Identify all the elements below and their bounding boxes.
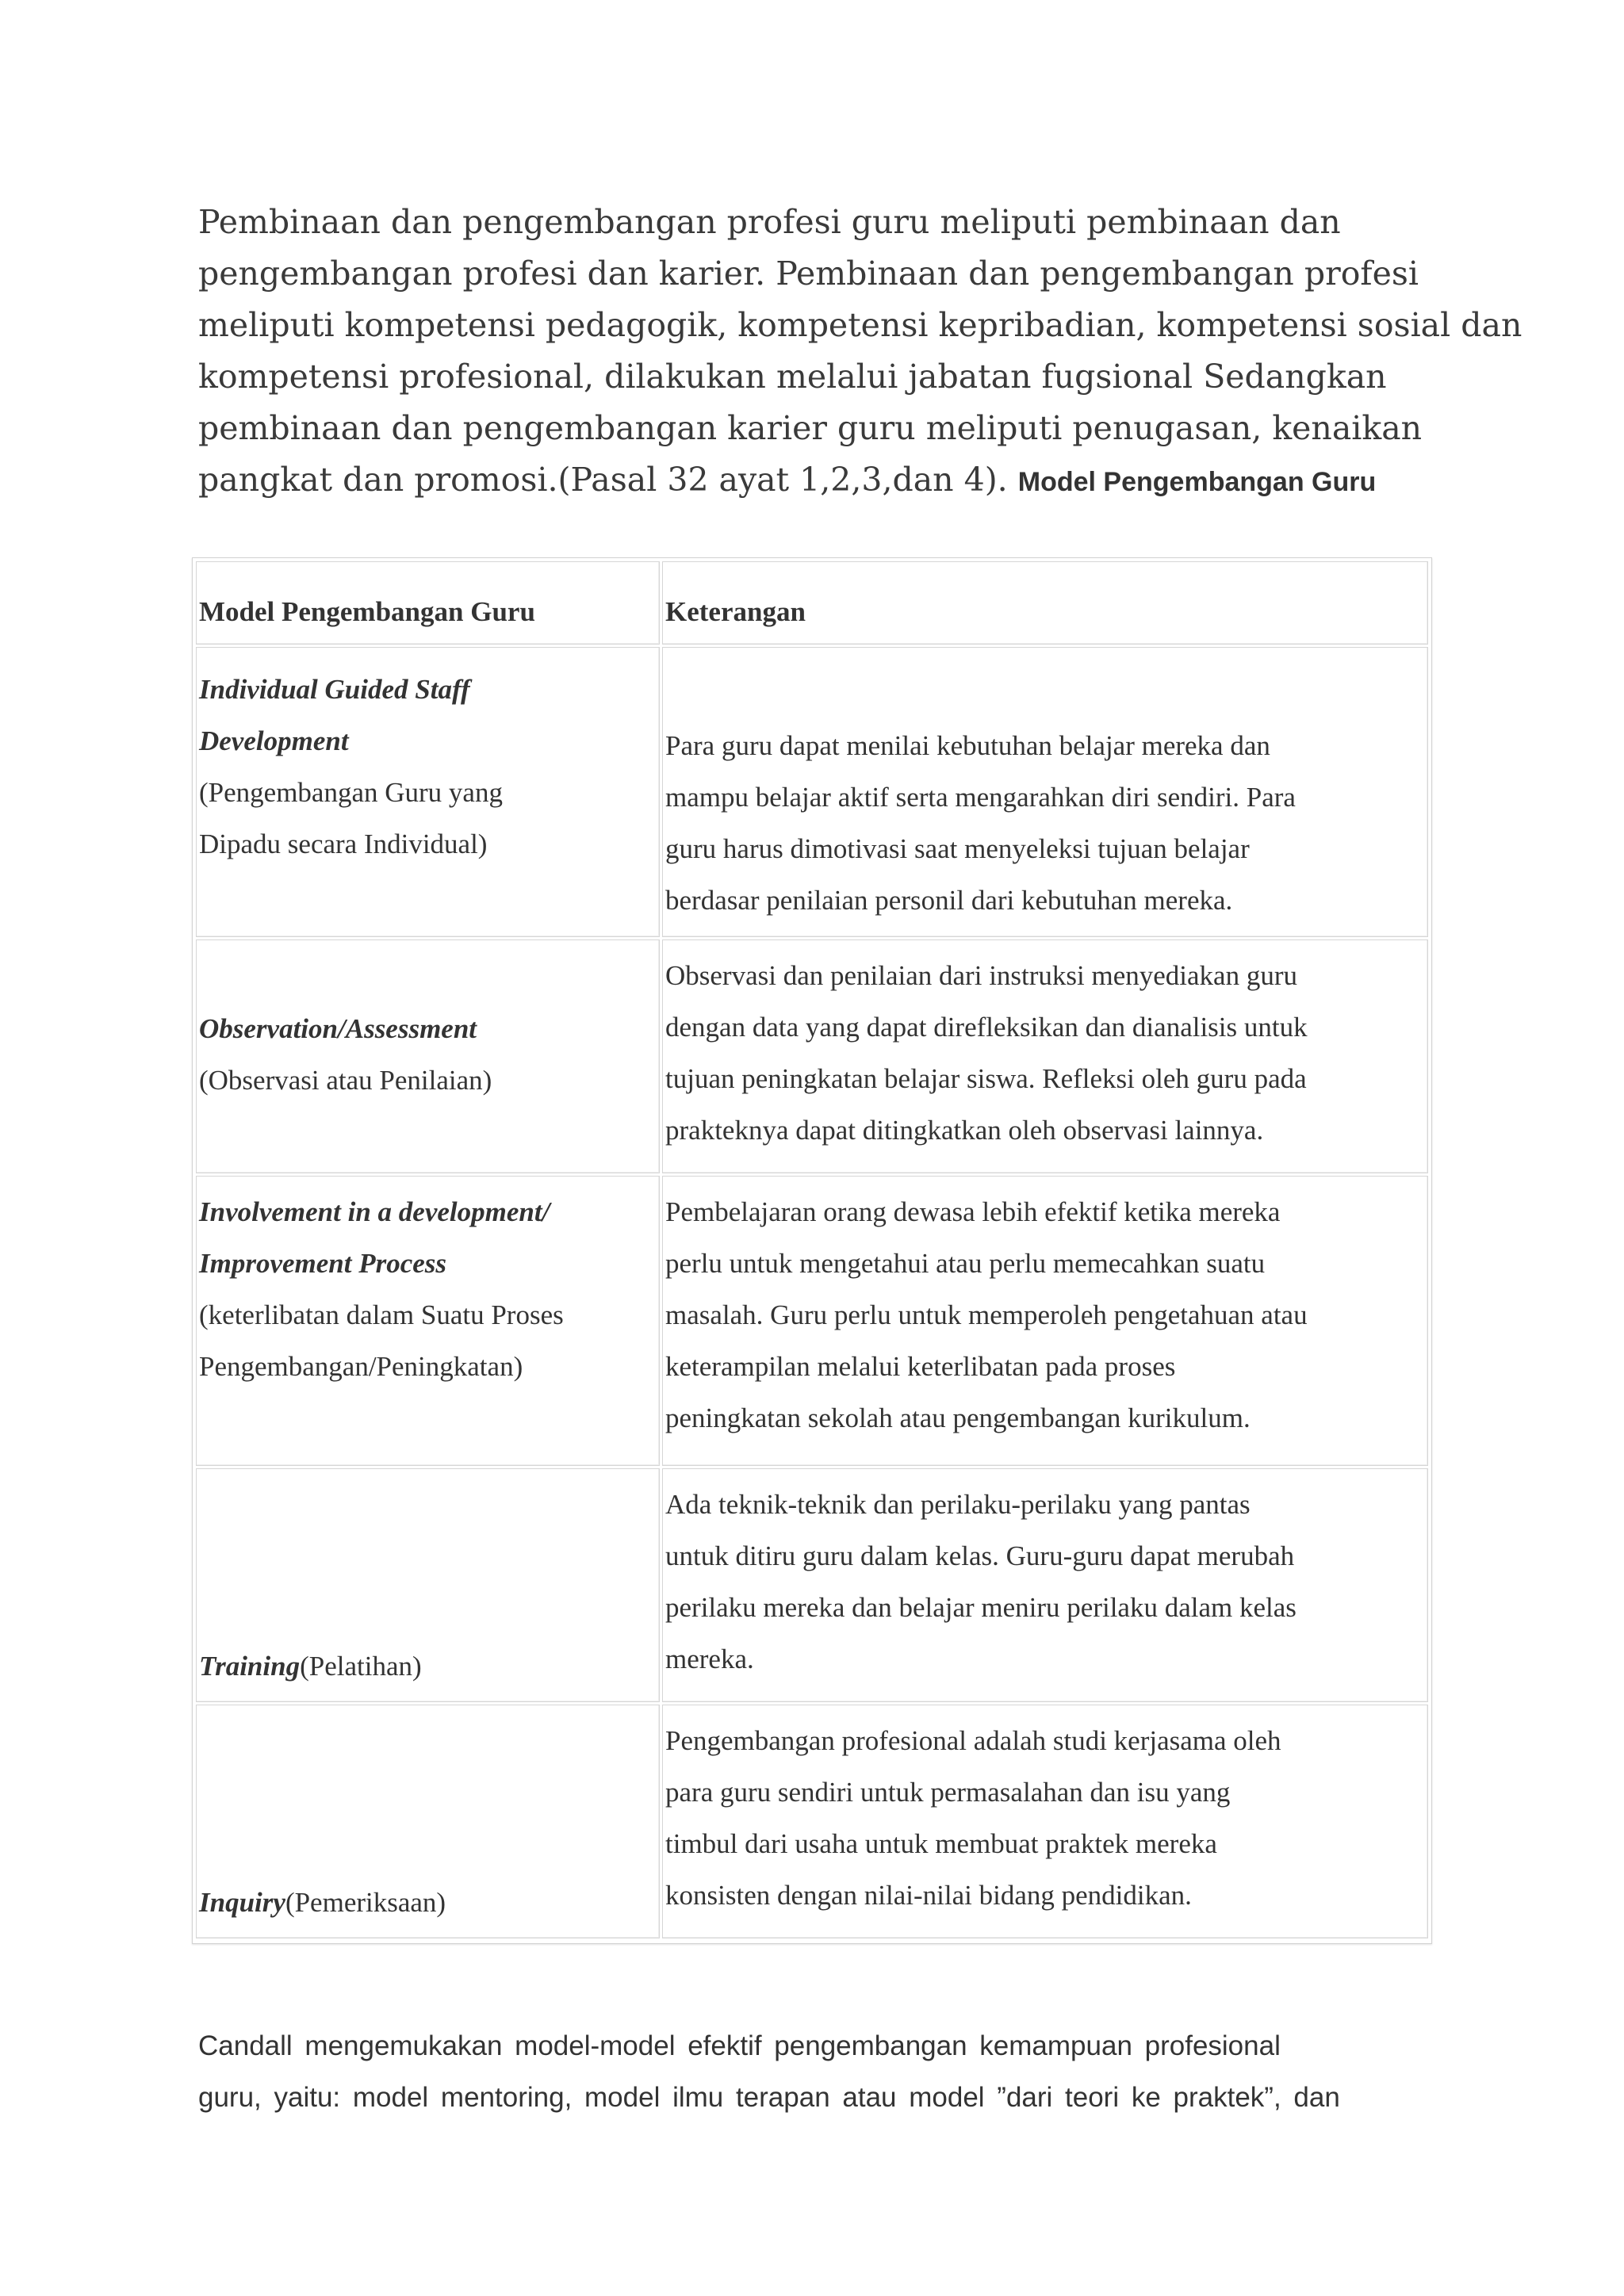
keterangan-line: guru harus dimotivasi saat menyeleksi tujuan belajar: [665, 833, 1250, 864]
keterangan-line: para guru sendiri untuk permasalahan dan isu yang: [665, 1777, 1231, 1808]
keterangan-line: Ada teknik-teknik dan perilaku-perilaku yang pantas: [665, 1489, 1251, 1520]
model-name: [199, 1877, 657, 1928]
model-name-en: Improvement Process: [199, 1248, 447, 1279]
section-heading: Model Pengembangan Guru: [1017, 467, 1377, 497]
table-row-keterangan: [662, 939, 1428, 1173]
header-cell-model: [196, 561, 660, 645]
model-name-id: (keterlibatan dalam Suatu Proses: [199, 1299, 564, 1330]
closing-line: Candall mengemukakan model-model efektif pengembangan kemampuan profesional: [198, 2030, 1281, 2061]
keterangan-line: Observasi dan penilaian dari instruksi menyediakan guru: [665, 960, 1298, 991]
model-name-id: Pengembangan/Peningkatan): [199, 1351, 523, 1382]
table-row-keterangan: [662, 647, 1428, 937]
keterangan-line: perilaku mereka dan belajar meniru perilaku dalam kelas: [665, 1592, 1297, 1623]
table-row-keterangan: [662, 1468, 1428, 1702]
table-row-model: [196, 647, 660, 937]
table-row-model: [196, 1468, 660, 1702]
model-name: [199, 1640, 657, 1692]
model-name-en: Inquiry: [199, 1887, 285, 1918]
keterangan-line: keterampilan melalui keterlibatan pada proses: [665, 1351, 1176, 1382]
keterangan-line: dengan data yang dapat direfleksikan dan dianalisis untuk: [665, 1012, 1308, 1043]
keterangan-line: Pembelajaran orang dewasa lebih efektif ketika mereka: [665, 1196, 1281, 1227]
keterangan-line: prakteknya dapat ditingkatkan oleh observasi lainnya.: [665, 1115, 1264, 1146]
header-cell-keterangan: [662, 561, 1428, 645]
table-row-model: [196, 939, 660, 1173]
column-header-keterangan: Keterangan: [665, 596, 806, 627]
model-name-id: Dipadu secara Individual): [199, 828, 488, 859]
model-table: [192, 557, 1432, 1944]
model-name-id: (Observasi atau Penilaian): [199, 1065, 492, 1096]
keterangan-line: berdasar penilaian personil dari kebutuhan mereka.: [665, 885, 1233, 916]
intro-line: pangkat dan promosi.(Pasal 32 ayat 1,2,3,dan 4).: [198, 461, 1008, 499]
closing-paragraph: [198, 2020, 1435, 2123]
intro-line: Pembinaan dan pengembangan profesi guru meliputi pembinaan dan: [198, 203, 1341, 241]
table-row-keterangan: [662, 1176, 1428, 1466]
model-name-en: Training: [199, 1651, 301, 1682]
model-name-id: (Pelatihan): [300, 1651, 422, 1682]
keterangan-line: masalah. Guru perlu untuk memperoleh pengetahuan atau: [665, 1299, 1308, 1330]
keterangan-line: tujuan peningkatan belajar siswa. Refleksi oleh guru pada: [665, 1063, 1307, 1094]
keterangan-line: Pengembangan profesional adalah studi kerjasama oleh: [665, 1725, 1281, 1756]
table-row-model: [196, 1176, 660, 1466]
table-row-keterangan: [662, 1705, 1428, 1938]
closing-line: guru, yaitu: model mentoring, model ilmu terapan atau model ”dari teori ke praktek”, dan: [198, 2082, 1340, 2113]
intro-paragraph: [198, 197, 1522, 508]
intro-line: pembinaan dan pengembangan karier guru meliputi penugasan, kenaikan: [198, 409, 1423, 447]
keterangan-line: Para guru dapat menilai kebutuhan belajar mereka dan: [665, 730, 1270, 761]
intro-line: meliputi kompetensi pedagogik, kompetensi kepribadian, kompetensi sosial dan: [198, 306, 1522, 344]
model-name-en: Development: [199, 725, 349, 756]
model-name-en: Involvement in a development/: [199, 1196, 550, 1227]
model-name-id: (Pengembangan Guru yang: [199, 777, 503, 808]
intro-line: kompetensi profesional, dilakukan melalui jabatan fugsional Sedangkan: [198, 358, 1387, 396]
keterangan-line: timbul dari usaha untuk membuat praktek mereka: [665, 1828, 1217, 1859]
intro-line: pengembangan profesi dan karier. Pembinaan dan pengembangan profesi: [198, 254, 1419, 293]
keterangan-line: peningkatan sekolah atau pengembangan kurikulum.: [665, 1402, 1251, 1433]
model-name-en: Observation/Assessment: [199, 1013, 477, 1044]
keterangan-line: konsisten dengan nilai-nilai bidang pendidikan.: [665, 1880, 1192, 1911]
keterangan-line: mampu belajar aktif serta mengarahkan diri sendiri. Para: [665, 782, 1296, 813]
intro-line-last: [198, 454, 1435, 508]
keterangan-line: mereka.: [665, 1644, 754, 1674]
model-name-id: (Pemeriksaan): [285, 1887, 446, 1918]
keterangan-line: untuk ditiru guru dalam kelas. Guru-guru dapat merubah: [665, 1540, 1295, 1571]
model-name-en: Individual Guided Staff: [199, 674, 470, 705]
keterangan-line: perlu untuk mengetahui atau perlu memecahkan suatu: [665, 1248, 1266, 1279]
column-header-model: Model Pengembangan Guru: [199, 596, 535, 627]
table-row-model: [196, 1705, 660, 1938]
